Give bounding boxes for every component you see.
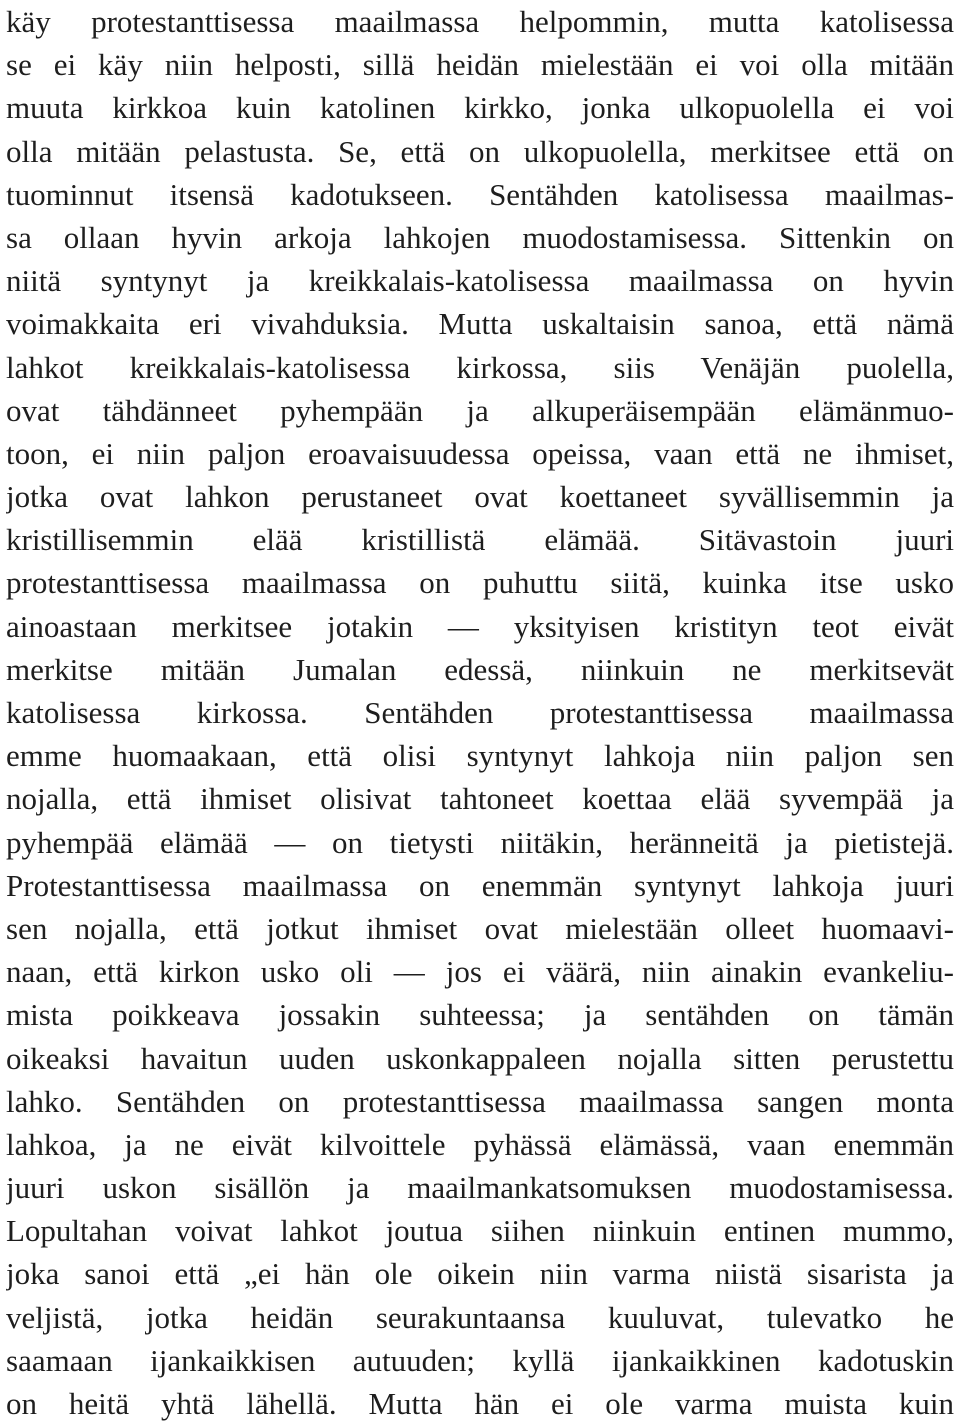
text-line: emme huomaakaan, että olisi syntynyt lahkoja niin paljon sen: [6, 738, 954, 774]
text-line: naan, että kirkon usko oli — jos ei väärä, niin ainakin evankeliu-: [6, 954, 954, 990]
text-line: ainoastaan merkitsee jotakin — yksityisen kristityn teot eivät: [6, 608, 954, 644]
text-line: saamaan ijankaikkisen autuuden; kyllä ijankaikkinen kadotuskin: [6, 1342, 954, 1378]
text-line: Lopultahan voivat lahkot joutua siihen niinkuin entinen mummo,: [6, 1213, 954, 1249]
text-line: merkitse mitään Jumalan edessä, niinkuin ne merkitsevät: [6, 651, 954, 687]
text-line: on heitä yhtä lähellä. Mutta hän ei ole varma muista kuin: [6, 1386, 954, 1421]
text-line: ovat tähdänneet pyhempään ja alkuperäisempään elämänmuo-: [6, 392, 954, 428]
text-line: Protestanttisessa maailmassa on enemmän syntynyt lahkoja juuri: [6, 867, 954, 903]
text-line: lahkot kreikkalais-katolisessa kirkossa, siis Venäjän puolella,: [6, 349, 954, 385]
text-line: joka sanoi että „ei hän ole oikein niin varma niistä sisarista ja: [6, 1256, 954, 1292]
text-line: katolisessa kirkossa. Sentähden protestanttisessa maailmassa: [6, 695, 954, 730]
text-line: niitä syntynyt ja kreikkalais-katolisessa maailmassa on hyvin: [6, 263, 954, 299]
text-line: toon, ei niin paljon eroavaisuudessa opeissa, vaan että ne ihmiset,: [6, 435, 954, 471]
text-line: voimakkaita eri vivahduksia. Mutta uskaltaisin sanoa, että nämä: [6, 306, 954, 342]
text-line: käy protestanttisessa maailmassa helpommin, mutta katolisessa: [6, 4, 954, 39]
text-line: jotka ovat lahkon perustaneet ovat koettaneet syvällisemmin ja: [6, 479, 954, 515]
text-line: protestanttisessa maailmassa on puhuttu siitä, kuinka itse usko: [6, 565, 954, 601]
text-line: kristillisemmin elää kristillistä elämää. Sitävastoin juuri: [6, 522, 954, 558]
text-line: sa ollaan hyvin arkoja lahkojen muodostamisessa. Sittenkin on: [6, 219, 954, 255]
text-line: mista poikkeava jossakin suhteessa; ja sentähden on tämän: [6, 997, 954, 1033]
text-line: olla mitään pelastusta. Se, että on ulkopuolella, merkitsee että on: [6, 133, 954, 169]
text-line: sen nojalla, että jotkut ihmiset ovat mielestään olleet huomaavi-: [6, 910, 954, 946]
text-line: oikeaksi havaitun uuden uskonkappaleen nojalla sitten perustettu: [6, 1040, 954, 1076]
text-line: nojalla, että ihmiset olisivat tahtoneet koettaa elää syvempää ja: [6, 781, 954, 817]
text-line: lahkoa, ja ne eivät kilvoittele pyhässä elämässä, vaan enemmän: [6, 1126, 954, 1162]
text-line: veljistä, jotka heidän seurakuntaansa kuuluvat, tulevatko he: [6, 1299, 954, 1335]
text-line: pyhempää elämää — on tietysti niitäkin, heränneitä ja pietistejä.: [6, 824, 954, 860]
text-line: se ei käy niin helposti, sillä heidän mielestään ei voi olla mitään: [6, 47, 954, 83]
body-text: [6, 0, 954, 1425]
text-line: muuta kirkkoa kuin katolinen kirkko, jonka ulkopuolella ei voi: [6, 90, 954, 126]
text-line: tuominnut itsensä kadotukseen. Sentähden katolisessa maailmas-: [6, 176, 954, 212]
text-line: lahko. Sentähden on protestanttisessa maailmassa sangen monta: [6, 1083, 954, 1119]
text-line: juuri uskon sisällön ja maailmankatsomuksen muodostamisessa.: [6, 1170, 954, 1206]
